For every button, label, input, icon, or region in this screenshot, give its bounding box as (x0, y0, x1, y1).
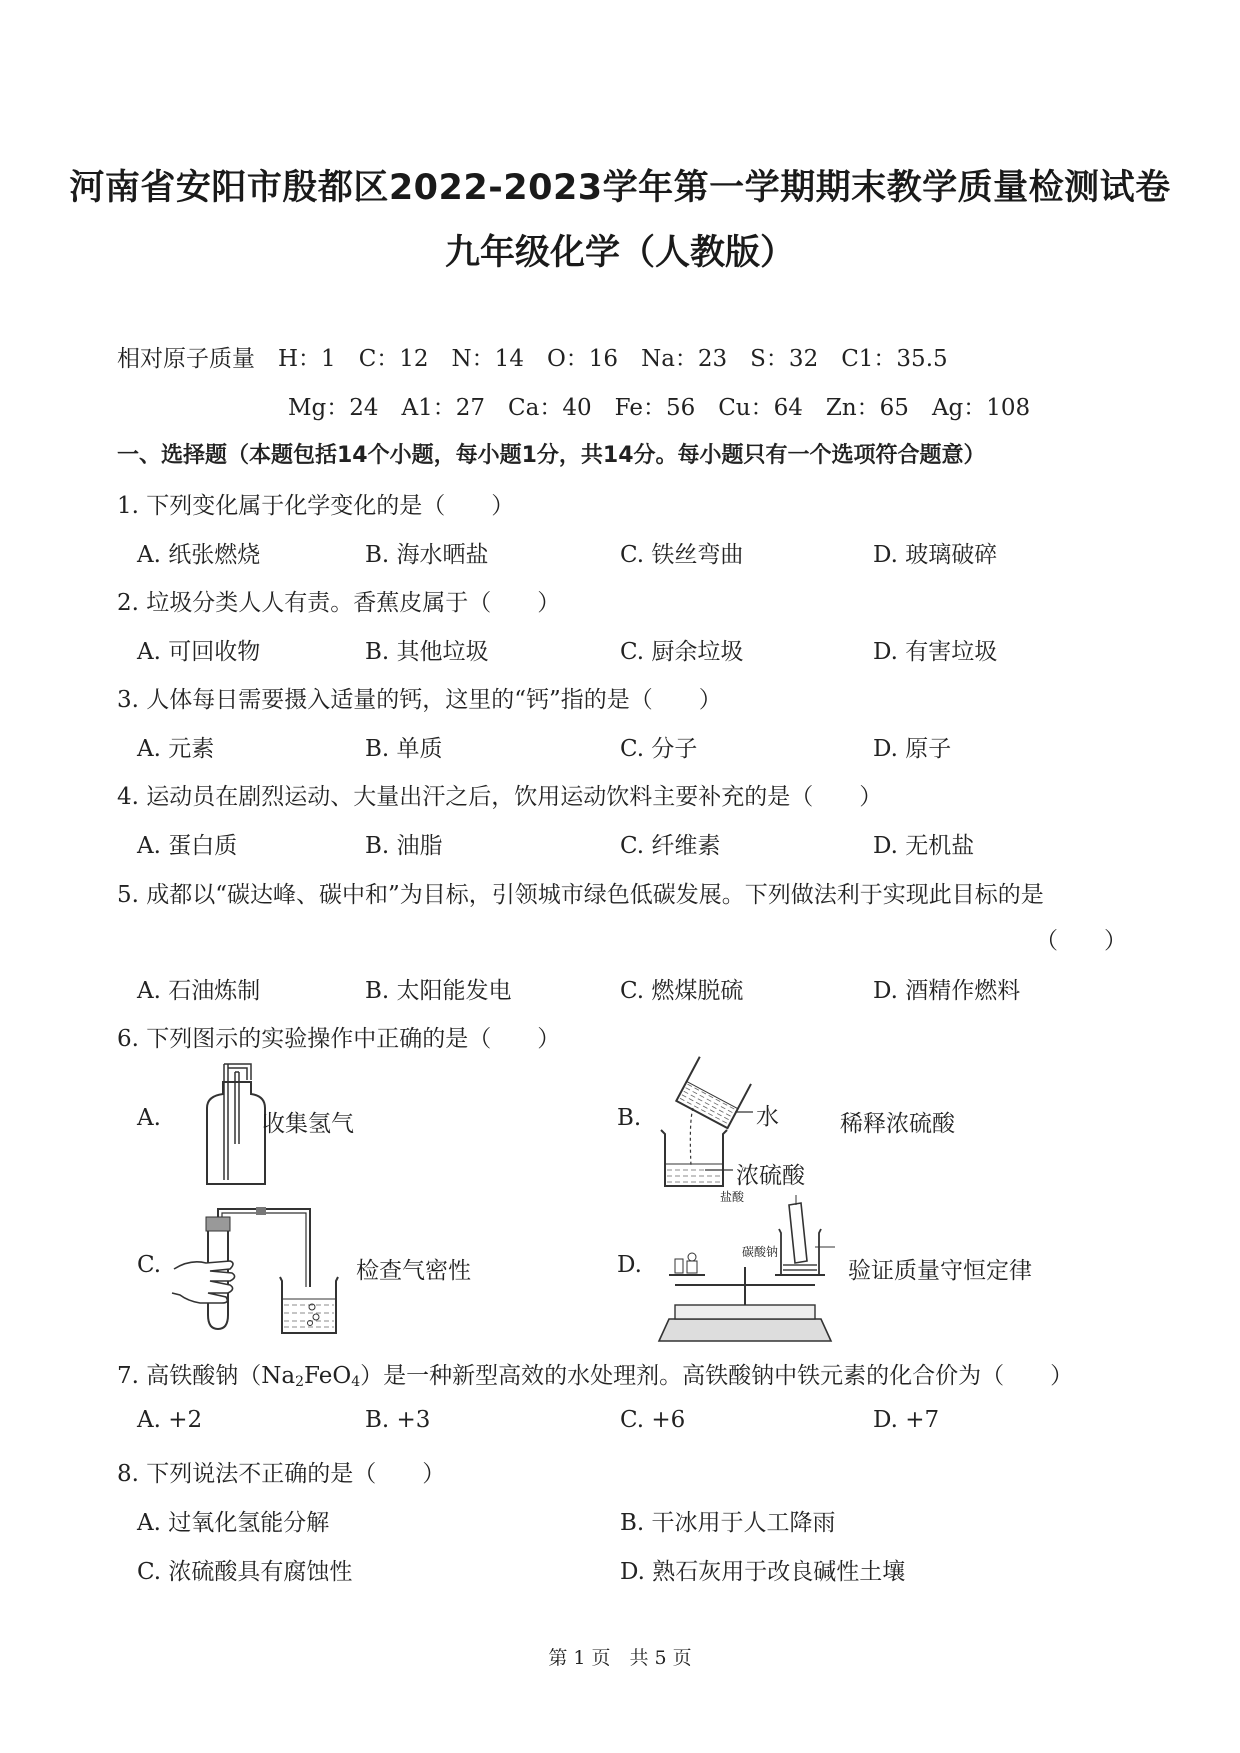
q1-option-b: B. 海水晒盐 (365, 542, 489, 568)
q4-option-c: C. 纤维素 (620, 833, 721, 859)
balance-diagram (655, 1195, 835, 1345)
q7-option-d: D. +7 (873, 1407, 940, 1433)
q6-figure-a-caption: 收集氢气 (262, 1111, 354, 1137)
q8-option-d: D. 熟石灰用于改良碱性土壤 (620, 1559, 906, 1585)
q2-option-d: D. 有害垃圾 (873, 639, 998, 665)
q5-option-a: A. 石油炼制 (137, 978, 261, 1004)
question-5-stem: 5. 成都以“碳达峰、碳中和”为目标，引领城市绿色低碳发展。下列做法利于实现此目标的是 (117, 882, 1044, 908)
q1-option-a: A. 纸张燃烧 (137, 542, 261, 568)
q3-option-c: C. 分子 (620, 736, 698, 762)
q4-option-d: D. 无机盐 (873, 833, 975, 859)
question-7-stem: 7. 高铁酸钠$(Na_2FeO_4)$是一种新型高效的水处理剂。高铁酸钠中铁元素的化合价为（ ） (117, 1363, 1074, 1390)
q7-option-c: C. +6 (620, 1407, 686, 1433)
q4-option-b: B. 油脂 (365, 833, 443, 859)
q8-option-a: A. 过氧化氢能分解 (137, 1510, 330, 1536)
q6-figure-d-letter: D. (617, 1252, 642, 1278)
q2-option-b: B. 其他垃圾 (365, 639, 489, 665)
question-3-stem: 3. 人体每日需要摄入适量的钙，这里的“钙”指的是（ ） (117, 687, 722, 713)
q6-figure-d-na2co3-label: 碳酸钠 (742, 1245, 779, 1259)
question-4-stem: 4. 运动员在剧烈运动、大量出汗之后，饮用运动饮料主要补充的是（ ） (117, 784, 883, 810)
q6-figure-b-letter: B. (617, 1105, 642, 1131)
q1-option-c: C. 铁丝弯曲 (620, 542, 744, 568)
q6-figure-d-caption: 验证质量守恒定律 (848, 1258, 1032, 1284)
q7-option-b: B. +3 (365, 1407, 431, 1433)
q3-option-a: A. 元素 (137, 736, 215, 762)
atomic-mass-line-1: 相对原子质量 H：1 C：12 N：14 O：16 Na：23 S：32 C1：35.5 (117, 346, 948, 372)
q6-figure-c-caption: 检查气密性 (356, 1258, 471, 1284)
q5-option-c: C. 燃煤脱硫 (620, 978, 744, 1004)
q8-option-b: B. 干冰用于人工降雨 (620, 1510, 836, 1536)
page-subtitle: 九年级化学（人教版） (444, 233, 795, 273)
q5-option-b: B. 太阳能发电 (365, 978, 512, 1004)
q5-option-d: D. 酒精作燃料 (873, 978, 1021, 1004)
q6-figure-a-letter: A. (137, 1105, 161, 1131)
q2-option-c: C. 厨余垃圾 (620, 639, 744, 665)
page-footer: 第 1 页 共 5 页 (548, 1647, 692, 1669)
page-title: 河南省安阳市殷都区2022-2023学年第一学期期末教学质量检测试卷 (69, 168, 1171, 208)
question-8-stem: 8. 下列说法不正确的是（ ） (117, 1461, 446, 1487)
q1-option-d: D. 玻璃破碎 (873, 542, 998, 568)
q3-option-b: B. 单质 (365, 736, 443, 762)
airtightness-check-diagram (170, 1207, 340, 1337)
q6-figure-b-acid-label: 浓硫酸 (736, 1163, 805, 1189)
q6-figure-d-hcl-label: 盐酸 (720, 1190, 745, 1204)
question-2-stem: 2. 垃圾分类人人有责。香蕉皮属于（ ） (117, 590, 561, 616)
question-5-answer-blank: （ ） (1035, 928, 1127, 954)
q2-option-a: A. 可回收物 (137, 639, 261, 665)
q6-figure-b-water-label: 水 (756, 1104, 779, 1130)
q6-figure-b-caption: 稀释浓硫酸 (840, 1111, 955, 1137)
q6-figure-c-letter: C. (137, 1252, 162, 1278)
atomic-mass-line-2: Mg：24 A1：27 Ca：40 Fe：56 Cu：64 Zn：65 Ag：108 (288, 395, 1031, 421)
q4-option-a: A. 蛋白质 (137, 833, 238, 859)
q8-option-c: C. 浓硫酸具有腐蚀性 (137, 1559, 353, 1585)
q7-option-a: A. +2 (137, 1407, 203, 1433)
question-1-stem: 1. 下列变化属于化学变化的是（ ） (117, 493, 515, 519)
q3-option-d: D. 原子 (873, 736, 952, 762)
section-heading: 一、选择题（本题包括14个小题，每小题1分，共14分。每小题只有一个选项符合题意） (117, 443, 986, 468)
question-6-stem: 6. 下列图示的实验操作中正确的是（ ） (117, 1026, 561, 1052)
